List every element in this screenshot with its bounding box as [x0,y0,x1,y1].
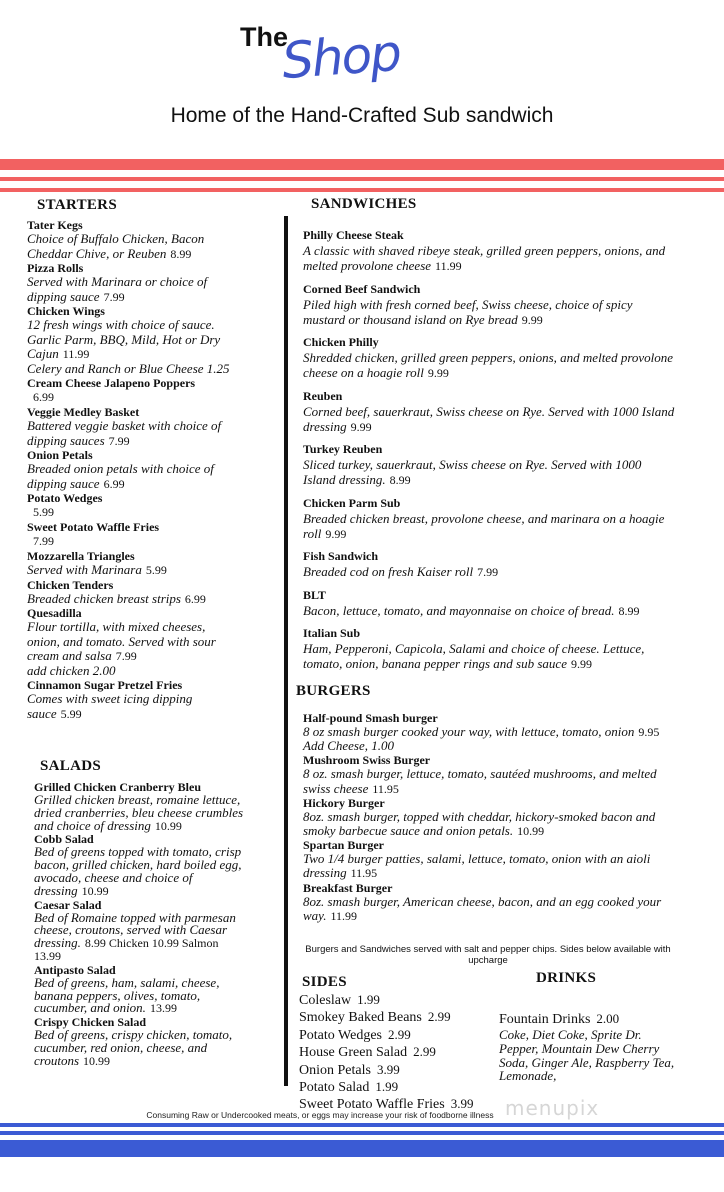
item-description-text: 12 fresh wings with choice of sauce. Garlic Parm, BBQ, Mild, Hot or Dry Cajun [27,317,221,361]
item-name: Crispy Chicken Salad [34,1015,147,1030]
item-description-text: Served with Marinara [27,562,142,577]
item-description [303,895,675,923]
menu-item [303,335,675,381]
sandwiches-list [303,228,675,680]
side-item [299,1044,509,1061]
item-description [303,511,675,542]
sandwiches-title: SANDWICHES [311,196,417,212]
menu-item [303,753,675,795]
item-name: Veggie Medley Basket [27,405,140,419]
item-price: 9.99 [350,419,372,434]
menu-item [27,304,241,376]
item-name: Breakfast Burger [303,880,393,895]
item-name: Chicken Philly [303,335,379,349]
item-description-text: Bacon, lettuce, tomato, and mayonnaise on choice of bread. [303,602,615,618]
menu-item [34,832,246,897]
item-price: 11.95 [372,781,399,796]
menu-item [34,963,246,1015]
menu-item [27,606,241,678]
item-description [303,603,675,619]
sides-list [299,992,509,1114]
item-name: Fish Sandwich [303,549,379,563]
item-description-text: Served with Marinara or choice of dipping sauce [27,274,208,304]
item-price: 5.99 [145,563,167,577]
top-stripe-red-thin-2 [0,188,724,192]
item-description-text: 8oz. smash burger, topped with cheddar, hickory-smoked bacon and smoky barbecue sauce and onion petals. [303,808,656,839]
item-price: 7.99 [108,433,130,448]
item-description [27,232,241,261]
bottom-stripe-blue-thin-2 [0,1131,724,1135]
item-description-text: 8oz. smash burger, American cheese, bacon, and an egg cooked your way. [303,893,662,923]
item-name: BLT [303,587,326,602]
item-description [303,457,675,488]
item-price: 9.99 [570,657,592,671]
menu-item [27,491,241,520]
item-name: Caesar Salad [34,897,102,912]
item-description [303,725,675,739]
menu-item [303,549,675,580]
salads-title: SALADS [40,758,101,774]
side-price: 1.99 [357,992,380,1007]
item-price: 13.99 [149,1001,177,1016]
item-name: Reuben [303,388,343,403]
item-price: 11.99 [435,259,462,273]
item-description [34,1029,246,1067]
item-description-text: Shredded chicken, grilled green peppers, onions, and melted provolone cheese on a hoagie roll [303,350,674,380]
item-price: 10.99 [154,818,182,833]
item-price: 9.99 [521,312,543,327]
side-name: Smokey Baked Beans [299,1010,422,1026]
item-price: 6.99 [103,476,125,491]
item-description-text: Two 1/4 burger patties, salami, lettuce, tomato, onion with an aioli dressing [303,851,651,881]
drink-item [499,1011,679,1028]
item-name: Mozzarella Triangles [27,549,135,563]
top-stripe-red-thin [0,177,724,181]
item-description [34,909,246,963]
starters-list [27,218,241,721]
item-description-text: 8 oz. smash burger, lettuce, tomato, sautéed mushrooms, and melted swiss cheese [303,766,657,796]
menu-item [303,838,675,880]
drink-price: 2.00 [596,1011,620,1026]
tagline: Home of the Hand-Crafted Sub sandwich [170,104,554,127]
item-name: Corned Beef Sandwich [303,281,421,296]
item-name: Cream Cheese Jalapeno Poppers [27,376,196,390]
side-price: 2.99 [388,1026,411,1042]
item-description-text: 8 oz smash burger cooked your way, with lettuce, tomato, onion [303,724,635,739]
menu-item [303,442,675,488]
item-price: 11.99 [62,347,90,361]
menu-item [303,626,675,672]
item-price: 7.99 [477,565,499,579]
item-description-text: Breaded chicken breast, provolone cheese, and marinara on a hoagie roll [303,510,665,541]
item-name: Mushroom Swiss Burger [303,753,431,768]
menu-item [303,389,675,435]
item-name: Turkey Reuben [303,442,383,456]
side-name: Sweet Potato Waffle Fries [299,1097,445,1113]
item-addon: add chicken 2.00 [27,662,116,678]
item-description-text: Battered veggie basket with choice of dipping sauces [27,418,222,448]
item-price: 10.99 [81,883,109,898]
item-price: 11.95 [350,866,378,881]
item-description-text: Breaded cod on fresh Kaiser roll [303,564,474,579]
item-name: Chicken Tenders [27,577,114,592]
item-name: Onion Petals [27,448,93,462]
item-addon: Add Cheese, 1.00 [303,738,394,754]
side-name: Coleslaw [299,993,352,1008]
item-name: Cobb Salad [34,832,94,847]
side-item [299,1079,509,1096]
item-price: 10.99 [517,824,545,839]
drinks-title: DRINKS [536,970,597,986]
item-price: 7.99 [115,649,137,663]
item-description [303,564,675,580]
menu-item [303,282,675,328]
item-name: Potato Wedges [27,491,103,505]
item-description-text: Bed of greens, crispy chicken, tomato, cucumber, red onion, cheese, and croutons [34,1027,233,1068]
side-item [299,992,509,1009]
item-description [34,846,246,897]
drinks-list [499,1011,679,1083]
item-description [303,852,675,880]
item-description [303,767,675,795]
menu-item [303,228,675,274]
side-price: 3.99 [376,1061,400,1077]
item-name: Cinnamon Sugar Pretzel Fries [27,678,183,692]
drink-description: Coke, Diet Coke, Sprite Dr. Pepper, Mountain Dew Cherry Soda, Ginger Ale, Raspberry Tea, Lemonade, [499,1027,675,1084]
menu-item [27,578,241,607]
item-name: Quesadilla [27,606,82,620]
item-price: 8.99 [618,603,640,618]
item-description-text: Corned beef, sauerkraut, Swiss cheese on Rye. Served with 1000 Island dressing [303,403,675,434]
menu-item [27,261,241,304]
item-price: 7.99 [103,289,125,304]
side-price: 2.99 [427,1009,451,1025]
menu-item [27,218,241,261]
menu-item [27,549,241,578]
item-name: Philly Cheese Steak [303,228,404,242]
burgers-list [303,711,675,923]
item-description-text: Flour tortilla, with mixed cheeses, onion, and tomato. Served with sour cream and salsa [27,619,216,663]
menu-item [34,780,246,832]
item-name: Italian Sub [303,626,361,640]
item-description-text: Sliced turkey, sauerkraut, Swiss cheese on Rye. Served with 1000 Island dressing. [303,457,642,487]
item-name: Pizza Rolls [27,261,84,275]
item-price: 6.99 [184,591,206,606]
item-price: 11.99 [330,908,358,923]
brand-the: The [240,22,289,52]
drink-name: Fountain Drinks [499,1012,591,1027]
menu-item [27,405,241,448]
menu-item [303,881,675,923]
item-price: 5.99 [60,706,82,721]
item-description [34,974,246,1016]
item-price: 5.99 [33,505,54,519]
menu-item [27,520,241,549]
item-description [303,350,675,381]
item-description [34,794,246,832]
item-description-text: Comes with sweet icing dipping sauce [27,691,193,721]
item-name: Hickory Burger [303,795,385,810]
menu-item [27,678,241,721]
item-description-text: Bed of greens, ham, salami, cheese, banana peppers, olives, tomato, cucumber, and onion. [34,974,220,1016]
burgers-title: BURGERS [296,683,371,699]
chips-note: Burgers and Sandwiches served with salt and pepper chips. Sides below available with upcharge [305,944,671,966]
menu-item [303,796,675,838]
item-name: Chicken Wings [27,304,105,318]
item-name: Grilled Chicken Cranberry Bleu [34,780,201,794]
bottom-stripe-blue [0,1140,724,1157]
item-description [303,404,675,435]
item-description-text: Choice of Buffalo Chicken, Bacon Cheddar Chive, or Reuben [27,231,205,261]
foodborne-disclaimer: Consuming Raw or Undercooked meats, or eggs may increase your risk of foodborne illness [146,1110,494,1120]
starters-title: STARTERS [37,197,117,213]
item-price: 10.99 [83,1053,111,1068]
sides-title: SIDES [302,974,347,990]
watermark: menupix [505,1096,600,1120]
item-name: Half-pound Smash burger [303,711,438,725]
item-price: 8.99 [389,473,411,487]
item-description [303,297,675,328]
menu-item [303,711,675,753]
menu-item [27,448,241,491]
menu-item [303,496,675,542]
item-description-text: Breaded onion petals with choice of dipping sauce [27,461,214,491]
item-description [27,419,241,448]
side-name: Potato Wedges [299,1027,382,1043]
item-description [303,641,675,672]
item-description [27,620,241,664]
item-price: 9.99 [325,526,347,541]
item-description [27,318,241,362]
salads-list [34,780,246,1068]
item-name: Spartan Burger [303,838,384,853]
item-description-text: Ham, Pepperoni, Capicola, Salami and choice of cheese. Lettuce, tomato, onion, banana pepper rings and sub sauce [303,641,645,671]
side-name: House Green Salad [299,1045,408,1061]
menu-item [34,1015,246,1067]
item-addon: Celery and Ranch or Blue Cheese 1.25 [27,360,230,376]
item-price: 9.95 [638,725,660,739]
menu-item [27,376,241,405]
item-description [303,810,675,838]
menu-item [303,588,675,619]
item-name: Sweet Potato Waffle Fries [27,520,160,534]
item-name: Tater Kegs [27,218,83,232]
item-description-text: Grilled chicken breast, romaine lettuce, dried cranberries, bleu cheese crumbles and choice of dressing [34,792,244,833]
bottom-stripe-blue-thin [0,1123,724,1127]
item-description [303,243,675,274]
side-price: 1.99 [375,1079,399,1095]
brand-shop-logo: Shop [280,23,402,91]
item-description [27,592,241,607]
side-price: 2.99 [413,1044,436,1060]
item-description-text: Breaded chicken breast strips [27,590,181,606]
item-name: Antipasto Salad [34,962,116,977]
item-description [27,692,241,721]
item-price: 9.99 [427,366,449,380]
item-description [27,462,241,491]
item-description-text: Bed of Romaine topped with parmesan cheese, croutons, served with Caesar dressing. [34,909,236,951]
side-item [299,1009,509,1026]
side-name: Potato Salad [299,1080,370,1096]
item-description-text: Bed of greens topped with tomato, crisp bacon, grilled chicken, hard boiled egg, avocado, cheese and choice of dressing [34,844,242,898]
side-item [299,1062,509,1079]
menu-item [34,898,246,963]
item-description [27,563,241,578]
item-description [27,275,241,304]
item-price: 7.99 [33,534,54,548]
top-stripe-red [0,159,724,170]
side-name: Onion Petals [299,1062,371,1078]
item-name: Chicken Parm Sub [303,495,401,510]
column-divider [284,216,288,1086]
item-price: 8.99 Chicken 10.99 Salmon 13.99 [34,936,219,963]
item-price: 8.99 [170,246,192,261]
item-description-text: Piled high with fresh corned beef, Swiss cheese, choice of spicy mustard or thousand island on Rye bread [303,296,633,327]
item-price: 6.99 [33,390,54,404]
item-description-text: A classic with shaved ribeye steak, grilled green peppers, onions, and melted provolone cheese [303,243,666,273]
side-item [299,1027,509,1044]
side-price: 3.99 [450,1096,474,1112]
